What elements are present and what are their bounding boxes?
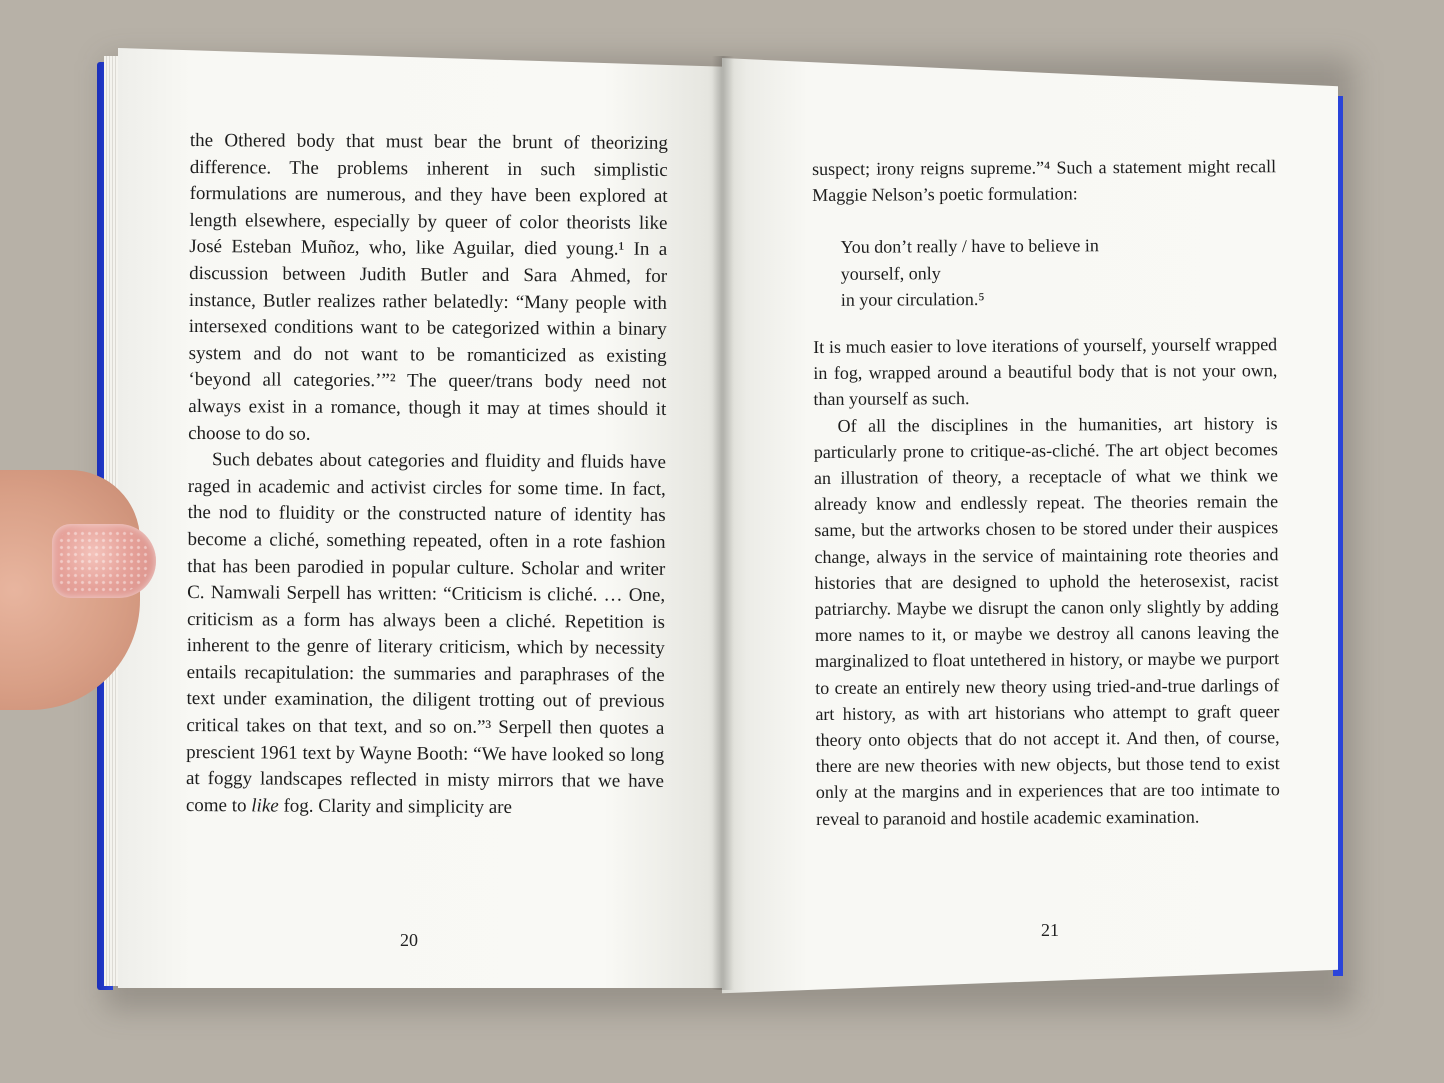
poem-line: in your circulation.⁵ [840, 289, 985, 311]
right-intro-paragraph: suspect; irony reigns supreme.”⁴ Such a statement might recall Maggie Nelson’s poetic formulation: [812, 156, 1277, 206]
glitter-thumbnail [52, 524, 156, 598]
poem-line: yourself, only [840, 263, 941, 284]
italic-word: like [251, 795, 279, 817]
left-paragraph-1: the Othered body that must bear the brunt of theorizing difference. The problems inherent in such simplistic formulations are numerous, and they have been explored at length elsewhere, especially by queer of color theorists like José Esteban Muñoz, who, like Aguilar, died young.¹ In a discussion between Judith Butler and Sara Ahmed, for instance, Butler realizes rather belatedly: “Many people with intersexed conditions want to be categorized within a binary system and do not want to be romanticized as existing ‘beyond all categories.’”² The queer/trans body need not always exist in a romance, though it may at times should it choose to do so. [188, 129, 668, 445]
poem-line: You don’t really / have to believe in [840, 235, 1099, 258]
right-page-number: 21 [1041, 920, 1059, 940]
left-paragraph-2-ending: fog. Clarity and simplicity are [278, 795, 513, 818]
right-paragraph-2: Of all the disciplines in the humanities, art history is particularly prone to critique-as-cliché. The art object becomes an illustration of theory, a receptacle of what we think we already know and endlessly repeat. The theories remain the same, but the artworks chosen to be stored under their auspices change, always in the service of maintaining rote theories and histories that are designed to uphold the heterosexist, racist patriarchy. Maybe we disrupt the canon only slightly by adding more names to it, or maybe we destroy all canons leaving the marginalized to float untethered in history, or maybe we purport to create an entirely new theory using tried-and-true darlings of art history, as with art historians who attempt to graft queer theory onto objects that do not accept it. And then, of course, there are new theories with new objects, but those tend to exist only at the margins and in experiences that are too intimate to reveal to paranoid and hostile academic examination. [813, 412, 1280, 829]
left-paragraph-2 [186, 447, 666, 822]
left-page-text [186, 128, 668, 822]
left-paragraph-2-main: Such debates about categories and fluidity and fluids have raged in academic and activist circles for some time. In fact, the nod to fluidity or the constructed nature of identity has become a cliché, something repeated, often in a rote fashion that has been parodied in popular culture. Scholar and writer C. Namwali Serpell has written: “Criticism is cliché. … One, criticism as a form has always been a cliché. Repetition is inherent to the genre of literary criticism, which by necessity entails recapitulation: the summaries and paraphrases of the text under examination, the diligent trotting out of previous critical takes on that text, and so on.”³ Serpell then quotes a prescient 1961 text by Wayne Booth: “We have looked so long at foggy landscapes reflected in misty mirrors that we have come to [185, 449, 667, 817]
poem-quote [840, 232, 1276, 314]
book-gutter [712, 56, 734, 990]
right-paragraph-1: It is much easier to love iterations of yourself, yourself wrapped in fog, wrapped around a beautiful body that is not your own, than yourself as such. [813, 334, 1278, 410]
right-page-text [812, 153, 1280, 832]
left-page-number: 20 [400, 930, 418, 950]
